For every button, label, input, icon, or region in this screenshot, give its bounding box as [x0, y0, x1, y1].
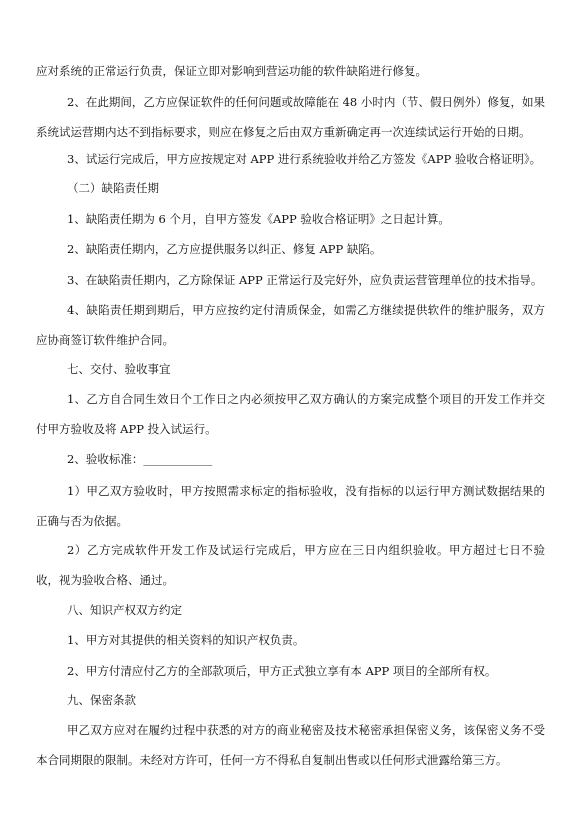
paragraph-ip-2: 2、甲方付清应付乙方的全部款项后，甲方正式独立享有本 APP 项目的全部所有权。	[67, 664, 497, 678]
paragraph-acceptance-2: 2）乙方完成软件开发工作及试运行完成后，甲方应在三日内组织验收。甲方超过七日不验收，视为验收合格、通过。	[36, 543, 545, 587]
paragraph-defect-2: 2、缺陷责任期内，乙方应提供服务以纠正、修复 APP 缺陷。	[67, 242, 382, 256]
paragraph-delivery-1: 1、乙方自合同生效日个工作日之内必须按甲乙双方确认的方案完成整个项目的开发工作并交付甲方验收及将 APP 投入试运行。	[36, 392, 545, 436]
paragraph-clause-3: 3、试运行完成后，甲方应按规定对 APP 进行系统验收并给乙方签发《APP 验收合格证明》。	[67, 152, 542, 166]
section-heading-confidentiality: 九、保密条款	[67, 693, 136, 707]
paragraph-confidentiality: 甲乙双方应对在履约过程中获悉的对方的商业秘密及技术秘密承担保密义务，该保密义务不受本合同期限的限制。未经对方许可，任何一方不得私自复制出售或以任何形式泄露给第三方。	[36, 723, 545, 767]
paragraph-acceptance-standard: 2、验收标准：____________	[67, 452, 213, 466]
paragraph-defect-4: 4、缺陷责任期到期后，甲方应按约定付清质保金，如需乙方继续提供软件的维护服务，双方应协商签订软件维护合同。	[36, 303, 545, 347]
paragraph-continuation: 应对系统的正常运行负责，保证立即对影响到营运功能的软件缺陷进行修复。	[36, 64, 427, 78]
section-heading-defect-period: （二）缺陷责任期	[67, 181, 159, 195]
section-heading-delivery: 七、交付、验收事宜	[67, 362, 171, 376]
paragraph-ip-1: 1、甲方对其提供的相关资料的知识产权负责。	[67, 633, 305, 647]
paragraph-defect-3: 3、在缺陷责任期内，乙方除保证 APP 正常运行及完好外，应负责运营管理单位的技术指导。	[67, 273, 543, 287]
paragraph-acceptance-1: 1）甲乙双方验收时，甲方按照需求标定的指标验收，没有指标的以运行甲方测试数据结果的正确与否为依据。	[36, 484, 545, 528]
section-heading-ip: 八、知识产权双方约定	[67, 603, 182, 617]
paragraph-clause-2: 2、在此期间，乙方应保证软件的任何问题或故障能在 48 小时内（节、假日例外）修复，如果系统试运营期内达不到指标要求，则应在修复之后由双方重新确定再一次连续试运行开始的日期。	[36, 95, 545, 139]
paragraph-defect-1: 1、缺陷责任期为 6 个月，自甲方签发《APP 验收合格证明》之日起计算。	[67, 212, 450, 226]
